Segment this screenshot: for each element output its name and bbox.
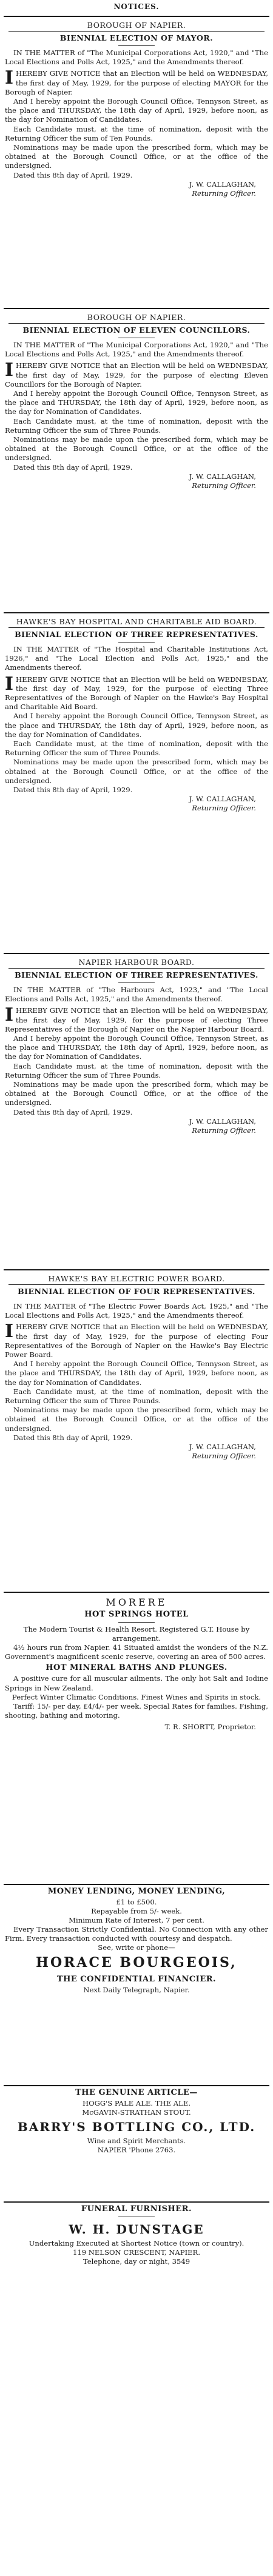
short-rule — [118, 1622, 155, 1623]
drop-cap: I — [5, 359, 14, 381]
ad-money-lending — [0, 1885, 273, 2085]
drop-cap: I — [5, 1321, 14, 1343]
notice-signer: J. W. CALLAGHAN, — [189, 1116, 256, 1126]
notice-paragraph: Each Candidate must, at the time of nomination, deposit with the Returning Officer the sum of Three Pounds. — [5, 416, 268, 435]
notice-paragraph: And I hereby appoint the Borough Council Office, Tennyson Street, as the place and THURSDAY, the 18th day of April, 1929, before noon, as the day for Nomination of Candidates. — [5, 389, 268, 416]
notice-body-text: HEREBY GIVE NOTICE that an Election will be held on WEDNESDAY, the first day of May, 1929, for the purpose of electing Eleven Councillors for the Borough of Napier. — [5, 361, 268, 389]
notice-body-text: HEREBY GIVE NOTICE that an Election will be held on WEDNESDAY, the first day of May, 1929, for the purpose of electing MAYOR for the Borough of Napier. — [5, 69, 268, 96]
notice-dated: Dated this 8th day of April, 1929. — [13, 786, 133, 795]
notice-paragraph: Nominations may be made upon the prescribed form, which may be obtained at the Borough Council Office, or at the office of the undersigned. — [5, 143, 268, 170]
notice-dated: Dated this 8th day of April, 1929. — [13, 462, 133, 472]
notice-paragraph: And I hereby appoint the Borough Council Office, Tennyson Street, as the place and THURSDAY, the 18th day of April, 1929, before noon, as the day for Nomination of Candidates. — [5, 1034, 268, 1061]
notice-dated: Dated this 8th day of April, 1929. — [13, 1107, 133, 1116]
notice-matter: IN THE MATTER of "The Municipal Corporations Act, 1920," and "The Local Elections and Polls Act, 1925," and the Amendments thereof. — [5, 341, 268, 359]
notice-signer-role: Returning Officer. — [192, 481, 256, 490]
drop-cap: I — [5, 67, 14, 89]
ad-feature: HOT MINERAL BATHS AND PLUNGES. — [46, 1663, 228, 1673]
ad-line: Every Transaction Strictly Confidential. No Connection with any other Firm. Every transaction conducted with courtesy and despatch. — [5, 1925, 268, 1943]
notice-section: BOROUGH OF NAPIER. — [87, 313, 186, 322]
notice-signer: J. W. CALLAGHAN, — [189, 179, 256, 189]
notice-signer: J. W. CALLAGHAN, — [189, 1443, 256, 1452]
ad-title: THE GENUINE ARTICLE— — [75, 2088, 198, 2097]
ad-line: Repayable from 5/- week. — [91, 1907, 182, 1915]
notice-body — [5, 69, 268, 97]
ad-line: 119 NELSON CRESCENT, NAPIER. — [72, 2248, 201, 2257]
notice-paragraph: And I hereby appoint the Borough Council Office, Tennyson Street, as the place and THURSDAY, the 18th day of April, 1929, before noon, as the day for Nomination of Candidates. — [5, 1360, 268, 1387]
ad-line: Undertaking Executed at Shortest Notice (town or country). — [29, 2239, 244, 2247]
ad-line: £1 to £500. — [116, 1898, 157, 1906]
drop-cap: I — [5, 673, 14, 695]
notice-body-text: HEREBY GIVE NOTICE that an Election will be held on WEDNESDAY, the first day of May, 1929, for the purpose of electing Four Representatives of the Borough of Napier on the Hawke's Bay Electric Power Board. — [5, 1323, 268, 1360]
ad-line: Minimum Rate of Interest, 7 per cent. — [69, 1916, 204, 1924]
notice-signer-role: Returning Officer. — [192, 189, 256, 198]
notice-body — [5, 1323, 268, 1360]
short-rule — [118, 45, 155, 46]
notice-paragraph: Nominations may be made upon the prescribed form, which may be obtained at the Borough Council Office, or at the office of the undersigned. — [5, 435, 268, 462]
ad-line: HOGG'S PALE ALE. THE ALE. — [82, 2099, 191, 2107]
notice-paragraph: Nominations may be made upon the prescribed form, which may be obtained at the Borough Council Office, or at the office of the undersigned. — [5, 1406, 268, 1433]
ad-financier-name: HORACE BOURGEOIS, — [36, 1955, 237, 1971]
notice-paragraph: Nominations may be made upon the prescribed form, which may be obtained at the Borough Council Office, or at the office of the undersigned. — [5, 1080, 268, 1107]
notice-matter: IN THE MATTER of "The Municipal Corporations Act, 1920," and "The Local Elections and Polls Act, 1925," and the Amendments thereof. — [5, 48, 268, 67]
notice-mayor-election — [0, 17, 273, 308]
notice-signer: J. W. CALLAGHAN, — [189, 472, 256, 481]
ad-financier-title: THE CONFIDENTIAL FINANCIER. — [56, 1975, 217, 1984]
notice-paragraph: Each Candidate must, at the time of nomination, deposit with the Returning Officer the sum of Three Pounds. — [5, 1387, 268, 1406]
notice-body-text: HEREBY GIVE NOTICE that an Election will be held on WEDNESDAY, the first day of May, 1929, for the purpose of electing Three Representatives of the Borough of Napier on the Hawke's Bay Hospital and Charitable Aid Board. — [5, 675, 268, 712]
notice-signer-role: Returning Officer. — [192, 1452, 256, 1461]
notice-body-text: HEREBY GIVE NOTICE that an Election will be held on WEDNESDAY, the first day of May, 1929, for the purpose of electing Three Representatives of the Borough of Napier on the Napier Harbour Board. — [5, 1006, 268, 1033]
notice-body — [5, 675, 268, 712]
notice-matter: IN THE MATTER of "The Harbours Act, 1923," and "The Local Elections and Polls Act, 1925," and the Amendments thereof. — [5, 986, 268, 1004]
notice-section: BOROUGH OF NAPIER. — [87, 21, 186, 30]
notice-matter: IN THE MATTER of "The Electric Power Boards Act, 1925," and "The Local Elections and Polls Act, 1925," and the Amendments thereof. — [5, 1302, 268, 1320]
notice-paragraph: Each Candidate must, at the time of nomination, deposit with the Returning Officer the sum of Three Pounds. — [5, 1061, 268, 1079]
page-masthead: NOTICES. — [113, 2, 160, 11]
notice-paragraph: And I hereby appoint the Borough Council Office, Tennyson Street, as the place and THURSDAY, the 18th day of April, 1929, before noon, as the day for Nomination of Candidates. — [5, 712, 268, 739]
notice-signer: J. W. CALLAGHAN, — [189, 795, 256, 804]
notice-signer-role: Returning Officer. — [192, 804, 256, 813]
ad-line: See, write or phone— — [98, 1943, 175, 1952]
ad-line: Telephone, day or night, 3549 — [83, 2257, 190, 2266]
ad-signer: T. R. SHORTT, Proprietor. — [164, 1723, 256, 1732]
ad-barrys-bottling — [0, 2086, 273, 2201]
notice-paragraph: Each Candidate must, at the time of nomination, deposit with the Returning Officer the sum of Ten Pounds. — [5, 124, 268, 142]
ad-logo-text: BARRY'S BOTTLING CO., LTD. — [17, 2120, 256, 2134]
ad-title: FUNERAL FURNISHER. — [81, 2204, 192, 2214]
notice-section: HAWKE'S BAY HOSPITAL AND CHARITABLE AID BOARD. — [16, 617, 257, 626]
ad-subtitle: HOT SPRINGS HOTEL — [84, 1610, 189, 1619]
ad-title: MORERE — [106, 1597, 167, 1608]
notice-paragraph: Nominations may be made upon the prescribed form, which may be obtained at the Borough Council Office, or at the office of the undersigned. — [5, 758, 268, 785]
notice-harbour-board-election — [0, 954, 273, 1269]
notice-dated: Dated this 8th day of April, 1929. — [13, 170, 133, 179]
ad-line: NAPIER 'Phone 2763. — [97, 2146, 176, 2154]
ad-title: MONEY LENDING, MONEY LENDING, — [47, 1887, 226, 1896]
notice-section: HAWKE'S BAY ELECTRIC POWER BOARD. — [48, 1274, 225, 1283]
ad-line: McGAVIN-STRATHAN STOUT. — [82, 2108, 191, 2117]
notice-title: BIENNIAL ELECTION OF THREE REPRESENTATIVES. — [15, 630, 258, 639]
ad-line: A positive cure for all muscular ailments. The only hot Salt and Iodine Springs in New Zealand. — [5, 1674, 268, 1692]
notice-section: NAPIER HARBOUR BOARD. — [78, 958, 195, 967]
ad-line: 4½ hours run from Napier. 41 Situated amidst the wonders of the N.Z. Government's magnificent scenic reserve, covering an area of 500 acres. — [5, 1643, 268, 1661]
ad-line: Wine and Spirit Merchants. — [87, 2137, 186, 2145]
ad-line: Tariff: 15/- per day, £4/4/- per week. Special Rates for families. Fishing, shooting, bathing and motoring. — [5, 1701, 268, 1720]
notice-hospital-board-election — [0, 613, 273, 953]
ad-funeral-furnisher — [0, 2203, 273, 2300]
notice-power-board-election — [0, 1270, 273, 1592]
notice-dated: Dated this 8th day of April, 1929. — [13, 1433, 133, 1442]
ad-line: Next Daily Telegraph, Napier. — [83, 1986, 190, 1995]
notice-title: BIENNIAL ELECTION OF MAYOR. — [59, 33, 214, 42]
drop-cap: I — [5, 1004, 14, 1026]
notice-matter: IN THE MATTER of "The Hospital and Charitable Institutions Act, 1926," and "The Local Election and Polls Act, 1925," and the Amendments thereof. — [5, 645, 268, 672]
ad-line: Perfect Winter Climatic Conditions. Finest Wines and Spirits in stock. — [12, 1692, 261, 1701]
notice-body — [5, 361, 268, 389]
notice-signer-role: Returning Officer. — [192, 1126, 256, 1135]
notice-title: BIENNIAL ELECTION OF THREE REPRESENTATIVES. — [15, 970, 258, 979]
notice-councillors-election — [0, 309, 273, 612]
ad-line: The Modern Tourist & Health Resort. Registered G.T. House by arrangement. — [23, 1625, 250, 1643]
ad-logo-text: W. H. DUNSTAGE — [69, 2222, 204, 2237]
notice-title: BIENNIAL ELECTION OF FOUR REPRESENTATIVES. — [18, 1287, 255, 1296]
notice-paragraph: Each Candidate must, at the time of nomination, deposit with the Returning Officer the sum of Three Pounds. — [5, 739, 268, 758]
notice-title: BIENNIAL ELECTION OF ELEVEN COUNCILLORS. — [22, 325, 251, 335]
ad-morere-hotel — [0, 1593, 273, 1884]
notice-paragraph: And I hereby appoint the Borough Council Office, Tennyson Street, as the place and THURSDAY, the 18th day of April, 1929, before noon, as the day for Nomination of Candidates. — [5, 97, 268, 124]
short-rule — [118, 1299, 155, 1300]
notice-body — [5, 1006, 268, 1034]
